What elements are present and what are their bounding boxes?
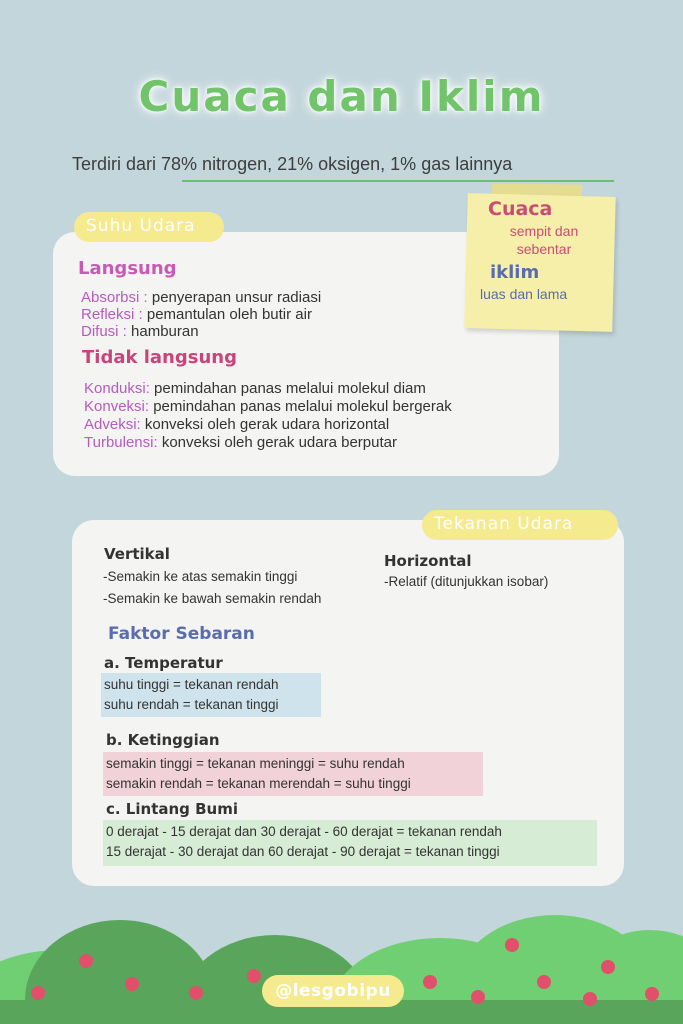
item-term: Refleksi : xyxy=(81,306,143,323)
berry xyxy=(79,954,93,968)
tidak-langsung-item xyxy=(84,380,426,397)
ketinggian-item: semakin tinggi = tekanan meninggi = suhu rendah xyxy=(106,756,405,771)
lintang-bumi-heading: c. Lintang Bumi xyxy=(106,800,239,818)
lintang-bumi-item: 0 derajat - 15 derajat dan 30 derajat - 60 derajat = tekanan rendah xyxy=(106,824,502,839)
item-desc: pemindahan panas melalui molekul diam xyxy=(149,380,426,397)
author-handle: @lesgobipu xyxy=(262,975,404,1007)
temperatur-heading: a. Temperatur xyxy=(104,654,223,672)
berry xyxy=(645,987,659,1001)
berry xyxy=(125,977,139,991)
note-iklim-desc: luas dan lama xyxy=(480,286,568,302)
horizontal-item: -Relatif (ditunjukkan isobar) xyxy=(384,574,549,589)
lintang-bumi-highlight xyxy=(103,820,597,866)
berry xyxy=(423,975,437,989)
tidak-langsung-heading: Tidak langsung xyxy=(82,347,237,368)
note-cuaca-desc-line: sempit dan xyxy=(509,223,579,239)
ketinggian-item: semakin rendah = tekanan merendah = suhu tinggi xyxy=(106,776,411,791)
temperatur-item: suhu rendah = tekanan tinggi xyxy=(104,697,279,712)
vertikal-item: -Semakin ke atas semakin tinggi xyxy=(103,569,298,584)
langsung-item xyxy=(81,306,312,323)
item-desc: hamburan xyxy=(126,323,199,340)
tekanan-udara-label: Tekanan Udara xyxy=(422,510,618,540)
subtitle-underline xyxy=(182,180,614,182)
langsung-heading: Langsung xyxy=(78,258,177,279)
berry xyxy=(471,990,485,1004)
berry xyxy=(601,960,615,974)
item-term: Turbulensi: xyxy=(84,434,158,451)
horizontal-heading: Horizontal xyxy=(384,552,472,570)
item-term: Adveksi: xyxy=(84,416,141,433)
item-term: Konduksi: xyxy=(84,380,150,397)
vertikal-item: -Semakin ke bawah semakin rendah xyxy=(103,591,322,606)
item-desc: pemindahan panas melalui molekul bergerak xyxy=(149,398,452,415)
item-term: Difusi : xyxy=(81,323,127,340)
note-cuaca-heading: Cuaca xyxy=(488,198,553,220)
item-term: Absorbsi : xyxy=(81,289,148,306)
item-desc: penyerapan unsur radiasi xyxy=(147,289,322,306)
temperatur-item: suhu tinggi = tekanan rendah xyxy=(104,677,279,692)
berry xyxy=(189,986,203,1000)
lintang-bumi-item: 15 derajat - 30 derajat dan 60 derajat - 90 derajat = tekanan tinggi xyxy=(106,844,500,859)
page-title: Cuaca dan Iklim xyxy=(138,72,545,121)
subtitle: Terdiri dari 78% nitrogen, 21% oksigen, 1% gas lainnya xyxy=(72,154,513,174)
note-iklim-heading: iklim xyxy=(490,262,540,283)
item-desc: konveksi oleh gerak udara horizontal xyxy=(140,416,390,433)
langsung-item xyxy=(81,289,321,306)
temperatur-highlight xyxy=(101,673,321,717)
note-cuaca-desc-line: sebentar xyxy=(516,241,572,257)
ketinggian-heading: b. Ketinggian xyxy=(106,731,220,749)
tidak-langsung-item xyxy=(84,416,389,433)
berry xyxy=(505,938,519,952)
berry xyxy=(31,986,45,1000)
vertikal-heading: Vertikal xyxy=(104,545,170,563)
berry xyxy=(247,969,261,983)
item-term: Konveksi: xyxy=(84,398,150,415)
tidak-langsung-item xyxy=(84,398,452,415)
faktor-sebaran-heading: Faktor Sebaran xyxy=(108,624,255,644)
ketinggian-highlight xyxy=(103,752,483,796)
tidak-langsung-item xyxy=(84,434,397,451)
suhu-udara-label: Suhu Udara xyxy=(74,212,224,242)
berry xyxy=(583,992,597,1006)
langsung-item xyxy=(81,323,199,340)
item-desc: pemantulan oleh butir air xyxy=(142,306,312,323)
note-cuaca-desc xyxy=(492,222,596,258)
berry xyxy=(537,975,551,989)
item-desc: konveksi oleh gerak udara berputar xyxy=(157,434,397,451)
